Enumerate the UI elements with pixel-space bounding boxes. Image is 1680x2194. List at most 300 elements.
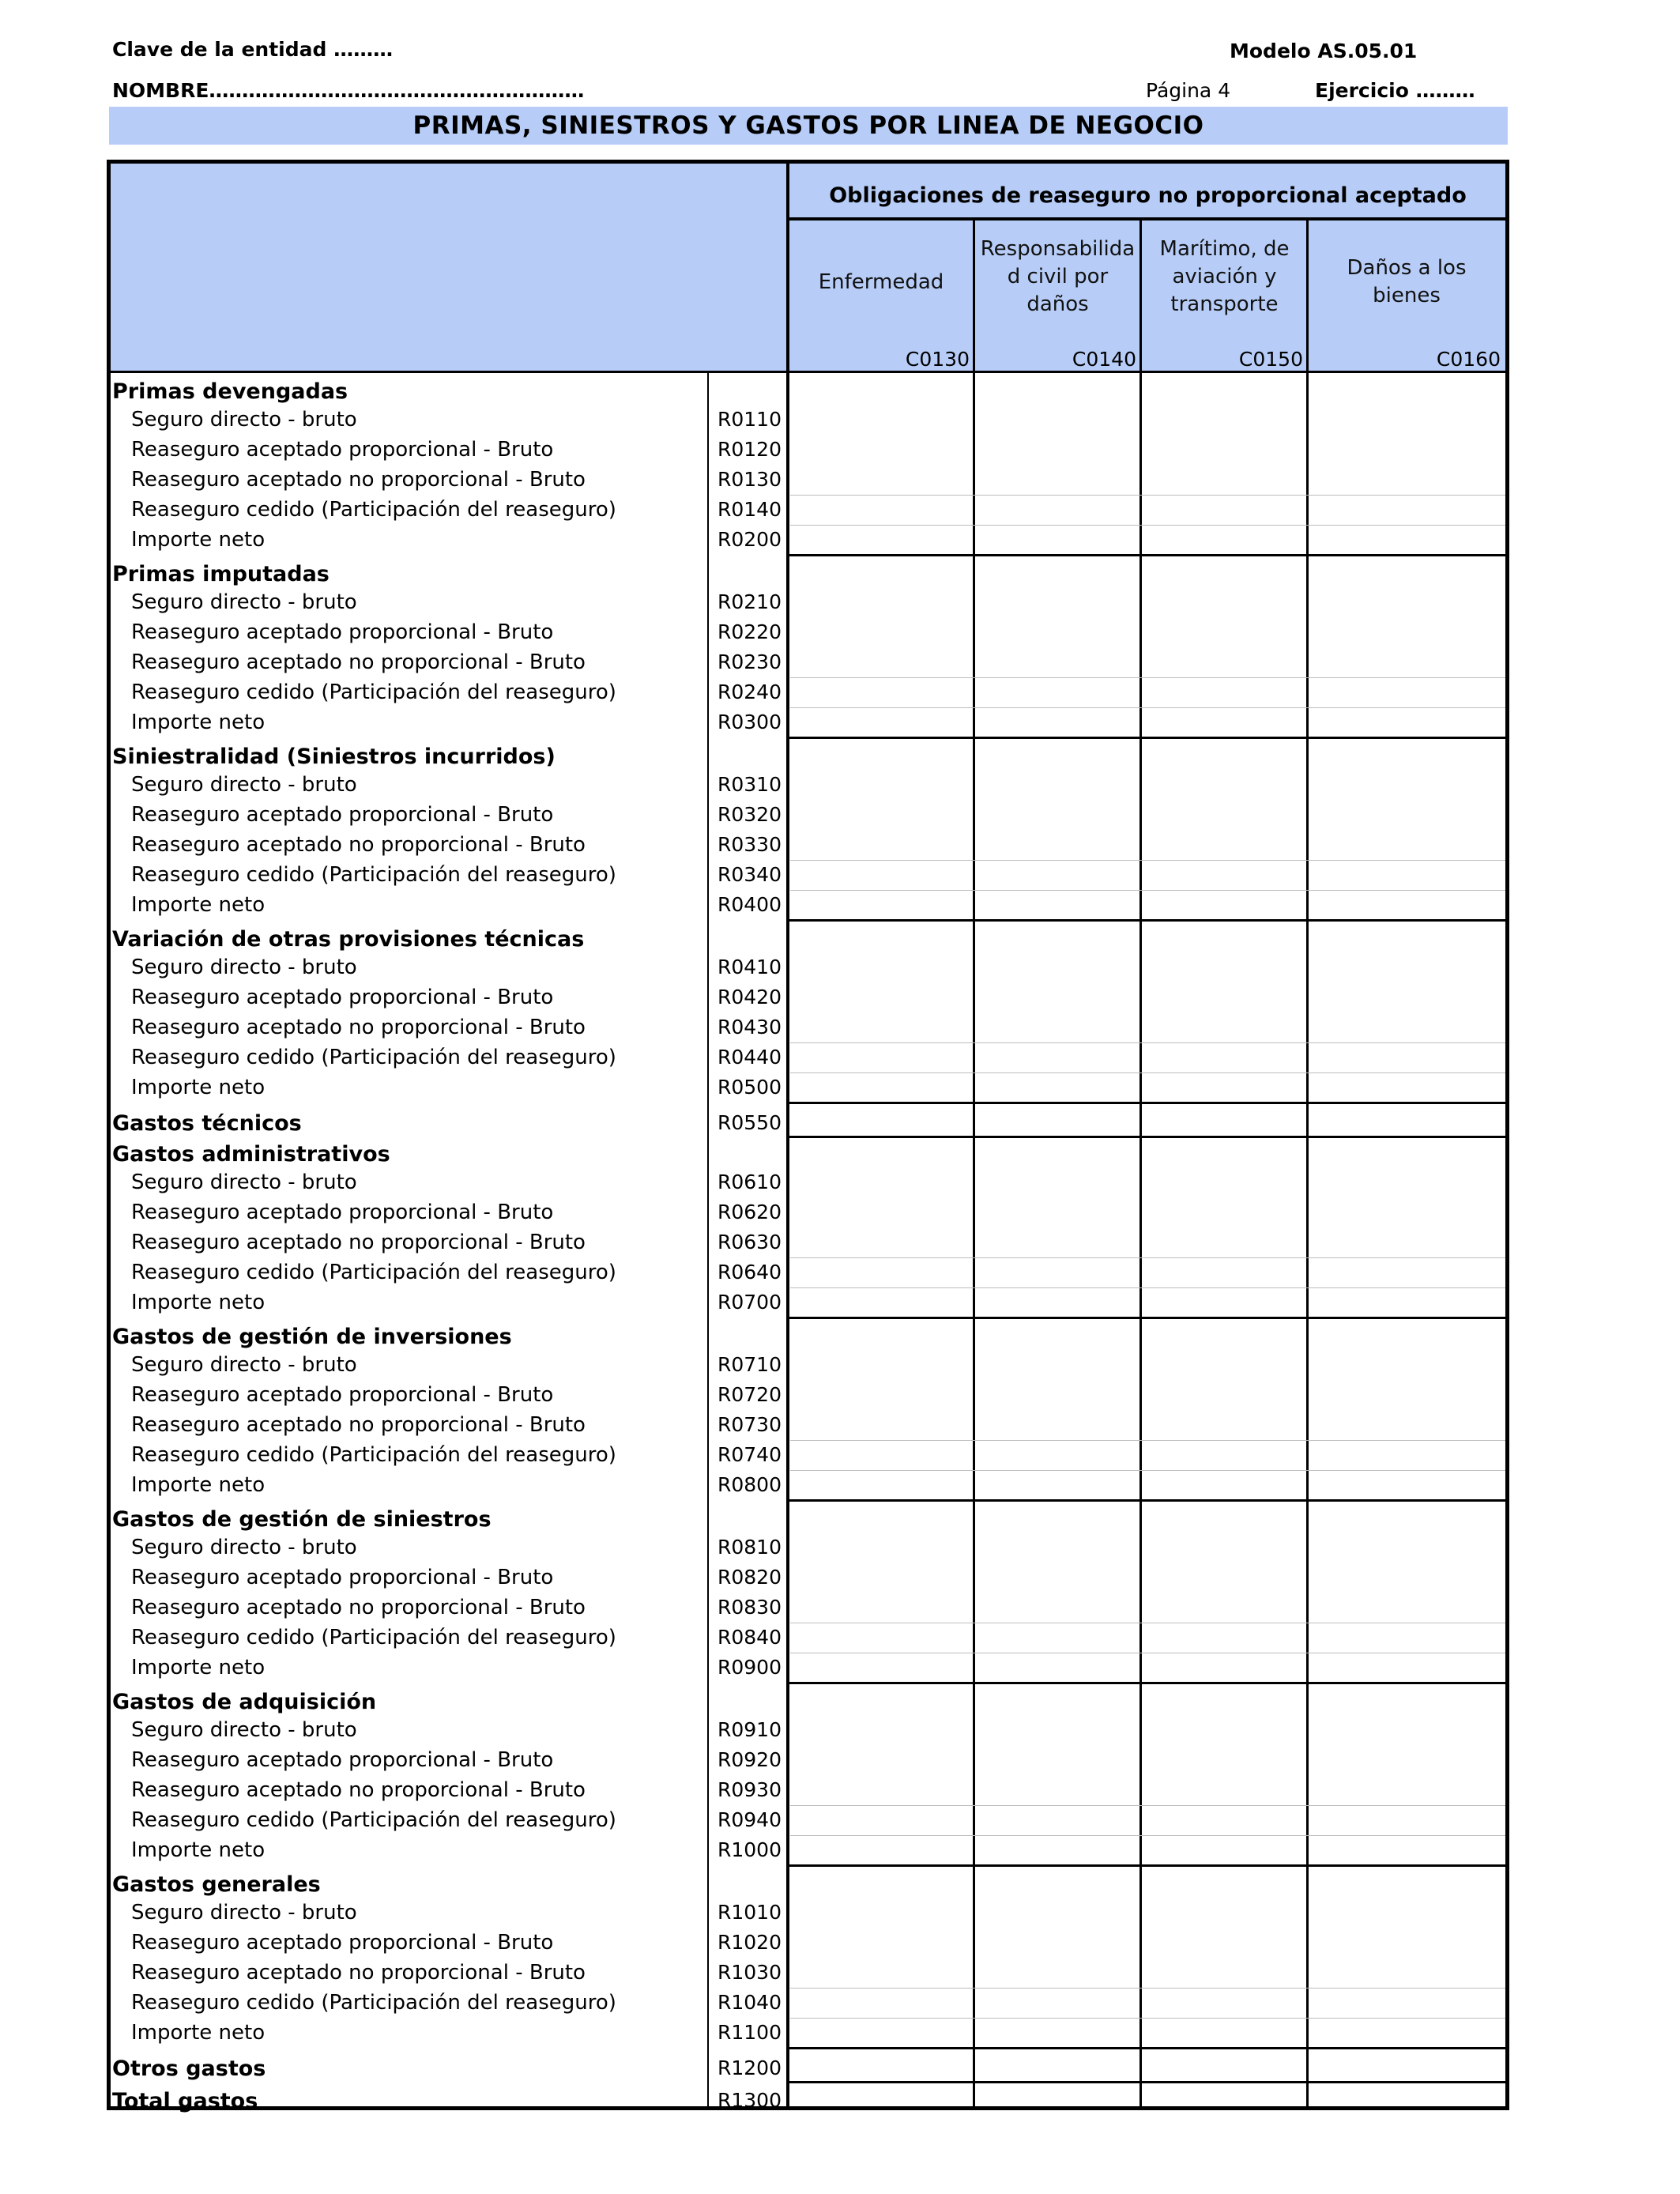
- row-code: R0220: [718, 620, 782, 643]
- row-group-title: Variación de otras provisiones técnicas: [112, 927, 585, 952]
- group-divider: [788, 1317, 1509, 1319]
- row-label: Reaseguro cedido (Participación del reaseguro): [131, 1046, 616, 1069]
- row-code: R0430: [718, 1016, 782, 1039]
- input-cell[interactable]: [1310, 463, 1505, 493]
- row-label: Seguro directo - bruto: [131, 1536, 357, 1559]
- input-cell[interactable]: [1310, 981, 1505, 1011]
- row-code: R0550: [718, 1111, 782, 1134]
- row-code: R0300: [718, 711, 782, 733]
- input-cell[interactable]: [1143, 1071, 1307, 1101]
- input-cell[interactable]: [977, 523, 1140, 553]
- column-header-c0140: Responsabilida d civil por daños: [980, 237, 1136, 316]
- row-label: Importe neto: [131, 1291, 266, 1314]
- row-label: Reaseguro aceptado no proporcional - Bruto: [131, 1231, 586, 1254]
- row-label: Importe neto: [131, 893, 266, 917]
- input-cell[interactable]: [977, 1713, 1140, 1744]
- row-group-title: Primas imputadas: [112, 562, 330, 586]
- row-label: Reaseguro aceptado proporcional - Bruto: [131, 1748, 554, 1772]
- input-cell[interactable]: [1310, 1286, 1505, 1316]
- input-cell[interactable]: [977, 1591, 1140, 1621]
- row-code: R0830: [718, 1596, 782, 1619]
- input-cell[interactable]: [1143, 1438, 1307, 1468]
- input-cell[interactable]: [790, 1166, 974, 1196]
- row-code: R0840: [718, 1626, 782, 1649]
- input-cell[interactable]: [1143, 1591, 1307, 1621]
- input-cell[interactable]: [1310, 951, 1505, 981]
- input-cell[interactable]: [1310, 1774, 1505, 1804]
- input-cell[interactable]: [1143, 676, 1307, 706]
- input-cell[interactable]: [977, 1378, 1140, 1408]
- row-label: Reaseguro aceptado proporcional - Bruto: [131, 986, 554, 1009]
- input-cell[interactable]: [1310, 1956, 1505, 1986]
- column-header-c0150: Marítimo, de aviación y transporte: [1159, 237, 1290, 316]
- row-label: Reaseguro aceptado no proporcional - Bruto: [131, 1961, 586, 1985]
- input-cell[interactable]: [977, 1348, 1140, 1378]
- row-code: R0820: [718, 1566, 782, 1589]
- input-cell[interactable]: [1310, 706, 1505, 736]
- input-cell[interactable]: [790, 1956, 974, 1986]
- input-cell[interactable]: [1143, 888, 1307, 918]
- input-cell[interactable]: [1310, 1166, 1505, 1196]
- input-cell[interactable]: [790, 493, 974, 523]
- input-cell[interactable]: [790, 858, 974, 888]
- input-cell[interactable]: [977, 1166, 1140, 1196]
- input-cell[interactable]: [1310, 1651, 1505, 1681]
- row-group-title: Total gastos: [112, 2089, 258, 2113]
- input-cell[interactable]: [790, 1378, 974, 1408]
- input-cell[interactable]: [1143, 463, 1307, 493]
- input-cell[interactable]: [977, 1286, 1140, 1316]
- row-group-title: Gastos técnicos: [112, 1111, 302, 1136]
- input-cell[interactable]: [790, 1804, 974, 1834]
- row-group-title: Gastos de gestión de siniestros: [112, 1507, 492, 1532]
- input-cell[interactable]: [1143, 2016, 1307, 2046]
- input-cell[interactable]: [977, 1561, 1140, 1591]
- input-cell[interactable]: [1310, 828, 1505, 858]
- input-cell[interactable]: [1143, 768, 1307, 798]
- input-cell[interactable]: [1143, 1196, 1307, 1226]
- input-cell[interactable]: [790, 1438, 974, 1468]
- input-cell[interactable]: [977, 981, 1140, 1011]
- group-divider: [788, 2081, 1509, 2083]
- input-cell[interactable]: [790, 1468, 974, 1498]
- page-number: Página 4: [1146, 79, 1231, 102]
- row-group-title: Primas devengadas: [112, 379, 348, 404]
- row-label: Reaseguro aceptado proporcional - Bruto: [131, 1566, 554, 1589]
- row-label: Reaseguro cedido (Participación del reaseguro): [131, 1443, 616, 1467]
- input-cell[interactable]: [977, 646, 1140, 676]
- row-label: Reaseguro aceptado proporcional - Bruto: [131, 620, 554, 644]
- input-cell[interactable]: [1143, 1561, 1307, 1591]
- input-cell[interactable]: [790, 1286, 974, 1316]
- input-cell[interactable]: [977, 768, 1140, 798]
- input-cell[interactable]: [977, 1621, 1140, 1651]
- group-divider: [788, 2047, 1509, 2049]
- name-field: NOMBRE…………………………………………………: [112, 79, 585, 102]
- input-cell[interactable]: [1310, 1348, 1505, 1378]
- input-cell[interactable]: [790, 1651, 974, 1681]
- input-cell[interactable]: [790, 1621, 974, 1651]
- input-cell[interactable]: [977, 1956, 1140, 1986]
- input-cell[interactable]: [790, 1896, 974, 1926]
- row-label: Importe neto: [131, 1076, 266, 1099]
- input-cell[interactable]: [977, 1468, 1140, 1498]
- group-divider: [788, 1682, 1509, 1684]
- group-divider: [788, 1102, 1509, 1104]
- input-cell[interactable]: [1310, 1041, 1505, 1071]
- input-cell[interactable]: [1143, 798, 1307, 828]
- column-code-c0150: C0150: [1238, 348, 1303, 371]
- input-cell[interactable]: [977, 1041, 1140, 1071]
- input-cell[interactable]: [1310, 1408, 1505, 1438]
- input-cell[interactable]: [790, 1744, 974, 1774]
- input-cell[interactable]: [977, 1896, 1140, 1926]
- input-cell[interactable]: [977, 403, 1140, 433]
- row-label: Reaseguro aceptado proporcional - Bruto: [131, 803, 554, 827]
- row-code: R0440: [718, 1046, 782, 1069]
- input-cell[interactable]: [1310, 493, 1505, 523]
- row-label: Seguro directo - bruto: [131, 590, 357, 614]
- row-label: Seguro directo - bruto: [131, 1718, 357, 1742]
- input-cell[interactable]: [1143, 523, 1307, 553]
- group-divider: [788, 737, 1509, 739]
- page-title: PRIMAS, SINIESTROS Y GASTOS POR LINEA DE NEGOCIO: [109, 107, 1508, 145]
- row-label: Reaseguro aceptado no proporcional - Bruto: [131, 1778, 586, 1802]
- input-cell[interactable]: [1310, 888, 1505, 918]
- model-label: Modelo AS.05.01: [1230, 40, 1418, 62]
- row-code: R0120: [718, 438, 782, 461]
- row-label: Seguro directo - bruto: [131, 408, 357, 432]
- row-code: R0800: [718, 1473, 782, 1496]
- row-code: R0420: [718, 986, 782, 1008]
- row-code: R0730: [718, 1413, 782, 1436]
- row-code: R1020: [718, 1931, 782, 1954]
- row-code: R0640: [718, 1261, 782, 1284]
- row-code: R0610: [718, 1171, 782, 1193]
- entity-key-label: Clave de la entidad ………: [112, 38, 394, 61]
- input-cell[interactable]: [1143, 1011, 1307, 1041]
- input-cell[interactable]: [1310, 1071, 1505, 1101]
- input-cell[interactable]: [977, 1774, 1140, 1804]
- input-cell[interactable]: [1310, 1926, 1505, 1956]
- input-cell[interactable]: [790, 403, 974, 433]
- input-cell[interactable]: [790, 1196, 974, 1226]
- input-cell[interactable]: [1143, 1166, 1307, 1196]
- input-cell[interactable]: [977, 798, 1140, 828]
- input-cell[interactable]: [1310, 433, 1505, 463]
- input-cell[interactable]: [1143, 646, 1307, 676]
- input-cell[interactable]: [1143, 1926, 1307, 1956]
- header-divider: [788, 217, 1509, 221]
- input-cell[interactable]: [1143, 1256, 1307, 1286]
- row-label: Reaseguro aceptado proporcional - Bruto: [131, 438, 554, 462]
- row-code: R0910: [718, 1718, 782, 1741]
- column-group-title: Obligaciones de reaseguro no proporcional aceptado: [829, 183, 1467, 208]
- row-label: Reaseguro cedido (Participación del reaseguro): [131, 1626, 616, 1649]
- input-cell[interactable]: [1143, 1041, 1307, 1071]
- input-cell[interactable]: [1143, 1226, 1307, 1256]
- input-cell[interactable]: [977, 1438, 1140, 1468]
- input-cell[interactable]: [1310, 1744, 1505, 1774]
- input-cell[interactable]: [1143, 951, 1307, 981]
- input-cell[interactable]: [1310, 1986, 1505, 2016]
- input-cell[interactable]: [790, 1348, 974, 1378]
- row-label: Seguro directo - bruto: [131, 1353, 357, 1377]
- input-cell[interactable]: [1143, 1804, 1307, 1834]
- row-label: Reaseguro aceptado proporcional - Bruto: [131, 1383, 554, 1407]
- input-cell[interactable]: [1310, 676, 1505, 706]
- row-label: Importe neto: [131, 528, 266, 552]
- input-cell[interactable]: [790, 1926, 974, 1956]
- code-column-divider: [707, 371, 709, 2110]
- row-code: R0410: [718, 956, 782, 978]
- input-cell[interactable]: [1143, 1286, 1307, 1316]
- row-code: R1030: [718, 1961, 782, 1984]
- column-code-c0130: C0130: [905, 348, 970, 371]
- input-cell[interactable]: [977, 1834, 1140, 1864]
- input-cell[interactable]: [790, 463, 974, 493]
- input-cell[interactable]: [790, 1591, 974, 1621]
- input-cell[interactable]: [1310, 1196, 1505, 1226]
- input-cell[interactable]: [977, 1011, 1140, 1041]
- input-cell[interactable]: [977, 586, 1140, 616]
- input-cell[interactable]: [1143, 1956, 1307, 1986]
- input-cell[interactable]: [1310, 1531, 1505, 1561]
- input-cell[interactable]: [977, 1744, 1140, 1774]
- header-split-line: [786, 160, 789, 2110]
- input-cell[interactable]: [1310, 1438, 1505, 1468]
- input-cell[interactable]: [977, 858, 1140, 888]
- column-code-c0140: C0140: [1072, 348, 1136, 371]
- group-divider: [788, 1136, 1509, 1138]
- input-cell[interactable]: [1310, 1561, 1505, 1591]
- input-cell[interactable]: [1310, 616, 1505, 646]
- input-cell[interactable]: [1310, 1226, 1505, 1256]
- row-label: Reaseguro cedido (Participación del reaseguro): [131, 863, 616, 887]
- row-label: Reaseguro cedido (Participación del reaseguro): [131, 1808, 616, 1832]
- input-cell[interactable]: [1143, 1621, 1307, 1651]
- row-code: R0200: [718, 528, 782, 551]
- input-cell[interactable]: [790, 1531, 974, 1561]
- row-label: Reaseguro aceptado no proporcional - Bruto: [131, 833, 586, 857]
- row-code: R0620: [718, 1201, 782, 1223]
- row-code: R0710: [718, 1353, 782, 1376]
- input-cell[interactable]: [790, 798, 974, 828]
- input-cell[interactable]: [1143, 1531, 1307, 1561]
- input-cell[interactable]: [977, 1926, 1140, 1956]
- group-divider: [788, 1864, 1509, 1867]
- row-label: Reaseguro aceptado proporcional - Bruto: [131, 1931, 554, 1955]
- input-cell[interactable]: [1143, 1651, 1307, 1681]
- row-label: Reaseguro aceptado no proporcional - Bruto: [131, 1016, 586, 1039]
- column-header-c0130: Enfermedad: [818, 270, 944, 294]
- input-cell[interactable]: [1310, 646, 1505, 676]
- input-cell[interactable]: [790, 1041, 974, 1071]
- input-cell[interactable]: [977, 888, 1140, 918]
- row-label: Seguro directo - bruto: [131, 773, 357, 797]
- input-cell[interactable]: [1143, 706, 1307, 736]
- row-code: R0740: [718, 1443, 782, 1466]
- input-cell[interactable]: [977, 1804, 1140, 1834]
- row-label: Seguro directo - bruto: [131, 1901, 357, 1924]
- input-cell[interactable]: [977, 493, 1140, 523]
- input-cell[interactable]: [977, 1531, 1140, 1561]
- row-group-title: Siniestralidad (Siniestros incurridos): [112, 745, 556, 769]
- input-cell[interactable]: [1143, 1774, 1307, 1804]
- input-cell[interactable]: [790, 981, 974, 1011]
- row-label: Reaseguro aceptado no proporcional - Bruto: [131, 1413, 586, 1437]
- row-code: R0110: [718, 408, 782, 431]
- row-group-title: Gastos de adquisición: [112, 1690, 377, 1714]
- input-cell[interactable]: [790, 1713, 974, 1744]
- row-code: R0920: [718, 1748, 782, 1771]
- input-cell[interactable]: [790, 1774, 974, 1804]
- year-field: Ejercicio ………: [1315, 79, 1475, 102]
- row-label: Reaseguro aceptado no proporcional - Bruto: [131, 650, 586, 674]
- input-cell[interactable]: [1310, 1468, 1505, 1498]
- row-code: R0240: [718, 680, 782, 703]
- input-cell[interactable]: [977, 1071, 1140, 1101]
- row-label: Reaseguro aceptado no proporcional - Bruto: [131, 468, 586, 492]
- input-cell[interactable]: [790, 646, 974, 676]
- row-code: R0930: [718, 1778, 782, 1801]
- row-code: R1200: [718, 2056, 782, 2079]
- input-cell[interactable]: [977, 676, 1140, 706]
- input-cell[interactable]: [790, 676, 974, 706]
- input-cell[interactable]: [1310, 586, 1505, 616]
- row-code: R0320: [718, 803, 782, 826]
- row-group-title: Gastos generales: [112, 1872, 321, 1897]
- input-cell[interactable]: [1143, 1744, 1307, 1774]
- row-code: R0310: [718, 773, 782, 796]
- input-cell[interactable]: [790, 1561, 974, 1591]
- row-code: R0330: [718, 833, 782, 856]
- row-label: Importe neto: [131, 711, 266, 734]
- input-cell[interactable]: [1310, 1011, 1505, 1041]
- row-code: R0340: [718, 863, 782, 886]
- row-code: R1040: [718, 1991, 782, 2014]
- input-cell[interactable]: [1143, 828, 1307, 858]
- row-label: Reaseguro cedido (Participación del reaseguro): [131, 1991, 616, 2015]
- input-cell[interactable]: [1143, 493, 1307, 523]
- row-group-title: Otros gastos: [112, 2056, 266, 2081]
- input-cell[interactable]: [790, 768, 974, 798]
- row-code: R0130: [718, 468, 782, 491]
- input-cell[interactable]: [1143, 1468, 1307, 1498]
- column-code-c0160: C0160: [1436, 348, 1501, 371]
- input-cell[interactable]: [1143, 1896, 1307, 1926]
- row-label: Seguro directo - bruto: [131, 1171, 357, 1194]
- row-label: Reaseguro cedido (Participación del reaseguro): [131, 1261, 616, 1284]
- input-cell[interactable]: [1143, 858, 1307, 888]
- group-divider: [788, 919, 1509, 922]
- input-cell[interactable]: [1310, 1378, 1505, 1408]
- input-cell[interactable]: [1143, 1713, 1307, 1744]
- input-cell[interactable]: [790, 1408, 974, 1438]
- input-cell[interactable]: [977, 463, 1140, 493]
- input-cell[interactable]: [790, 1986, 974, 2016]
- row-label: Importe neto: [131, 1838, 266, 1862]
- input-cell[interactable]: [1143, 616, 1307, 646]
- row-label: Reaseguro aceptado no proporcional - Bruto: [131, 1596, 586, 1619]
- input-cell[interactable]: [1143, 586, 1307, 616]
- input-cell[interactable]: [1143, 1834, 1307, 1864]
- row-label: Reaseguro cedido (Participación del reaseguro): [131, 680, 616, 704]
- input-cell[interactable]: [977, 1196, 1140, 1226]
- input-cell[interactable]: [977, 616, 1140, 646]
- input-cell[interactable]: [790, 616, 974, 646]
- input-cell[interactable]: [1310, 403, 1505, 433]
- input-cell[interactable]: [977, 1651, 1140, 1681]
- row-code: R0500: [718, 1076, 782, 1099]
- input-cell[interactable]: [1143, 1348, 1307, 1378]
- input-cell[interactable]: [977, 1226, 1140, 1256]
- row-group-title: Gastos de gestión de inversiones: [112, 1325, 512, 1349]
- input-cell[interactable]: [977, 1986, 1140, 2016]
- input-cell[interactable]: [1310, 858, 1505, 888]
- input-cell[interactable]: [1310, 1591, 1505, 1621]
- row-label: Importe neto: [131, 1656, 266, 1679]
- input-cell[interactable]: [977, 828, 1140, 858]
- input-cell[interactable]: [790, 1256, 974, 1286]
- input-cell[interactable]: [1310, 1834, 1505, 1864]
- input-cell[interactable]: [790, 1011, 974, 1041]
- input-cell[interactable]: [1143, 1986, 1307, 2016]
- input-cell[interactable]: [977, 706, 1140, 736]
- input-cell[interactable]: [790, 586, 974, 616]
- row-label: Reaseguro aceptado proporcional - Bruto: [131, 1201, 554, 1224]
- row-code: R0230: [718, 650, 782, 673]
- input-cell[interactable]: [1143, 981, 1307, 1011]
- input-cell[interactable]: [790, 706, 974, 736]
- input-cell[interactable]: [1143, 433, 1307, 463]
- input-cell[interactable]: [1143, 403, 1307, 433]
- input-cell[interactable]: [1310, 1896, 1505, 1926]
- input-cell[interactable]: [790, 1834, 974, 1864]
- column-header-c0160: Daños a los bienes: [1347, 256, 1467, 307]
- row-code: R1100: [718, 2021, 782, 2044]
- group-divider: [788, 554, 1509, 556]
- input-cell[interactable]: [790, 888, 974, 918]
- input-cell[interactable]: [1310, 1804, 1505, 1834]
- input-cell[interactable]: [1310, 1713, 1505, 1744]
- input-cell[interactable]: [790, 951, 974, 981]
- input-cell[interactable]: [977, 2016, 1140, 2046]
- input-cell[interactable]: [790, 433, 974, 463]
- input-cell[interactable]: [977, 433, 1140, 463]
- row-code: R1000: [718, 1838, 782, 1861]
- input-cell[interactable]: [977, 951, 1140, 981]
- row-code: R0720: [718, 1383, 782, 1406]
- input-cell[interactable]: [790, 828, 974, 858]
- input-cell[interactable]: [1143, 1408, 1307, 1438]
- input-cell[interactable]: [977, 1256, 1140, 1286]
- input-cell[interactable]: [790, 1071, 974, 1101]
- row-code: R1300: [718, 2089, 782, 2112]
- input-cell[interactable]: [977, 1408, 1140, 1438]
- row-code: R0400: [718, 893, 782, 916]
- input-cell[interactable]: [1310, 2016, 1505, 2046]
- input-cell[interactable]: [1310, 523, 1505, 553]
- input-cell[interactable]: [1310, 768, 1505, 798]
- input-cell[interactable]: [790, 523, 974, 553]
- input-cell[interactable]: [1310, 1256, 1505, 1286]
- input-cell[interactable]: [1143, 1378, 1307, 1408]
- input-cell[interactable]: [1310, 798, 1505, 828]
- input-cell[interactable]: [1310, 1621, 1505, 1651]
- input-cell[interactable]: [790, 2016, 974, 2046]
- input-cell[interactable]: [790, 1226, 974, 1256]
